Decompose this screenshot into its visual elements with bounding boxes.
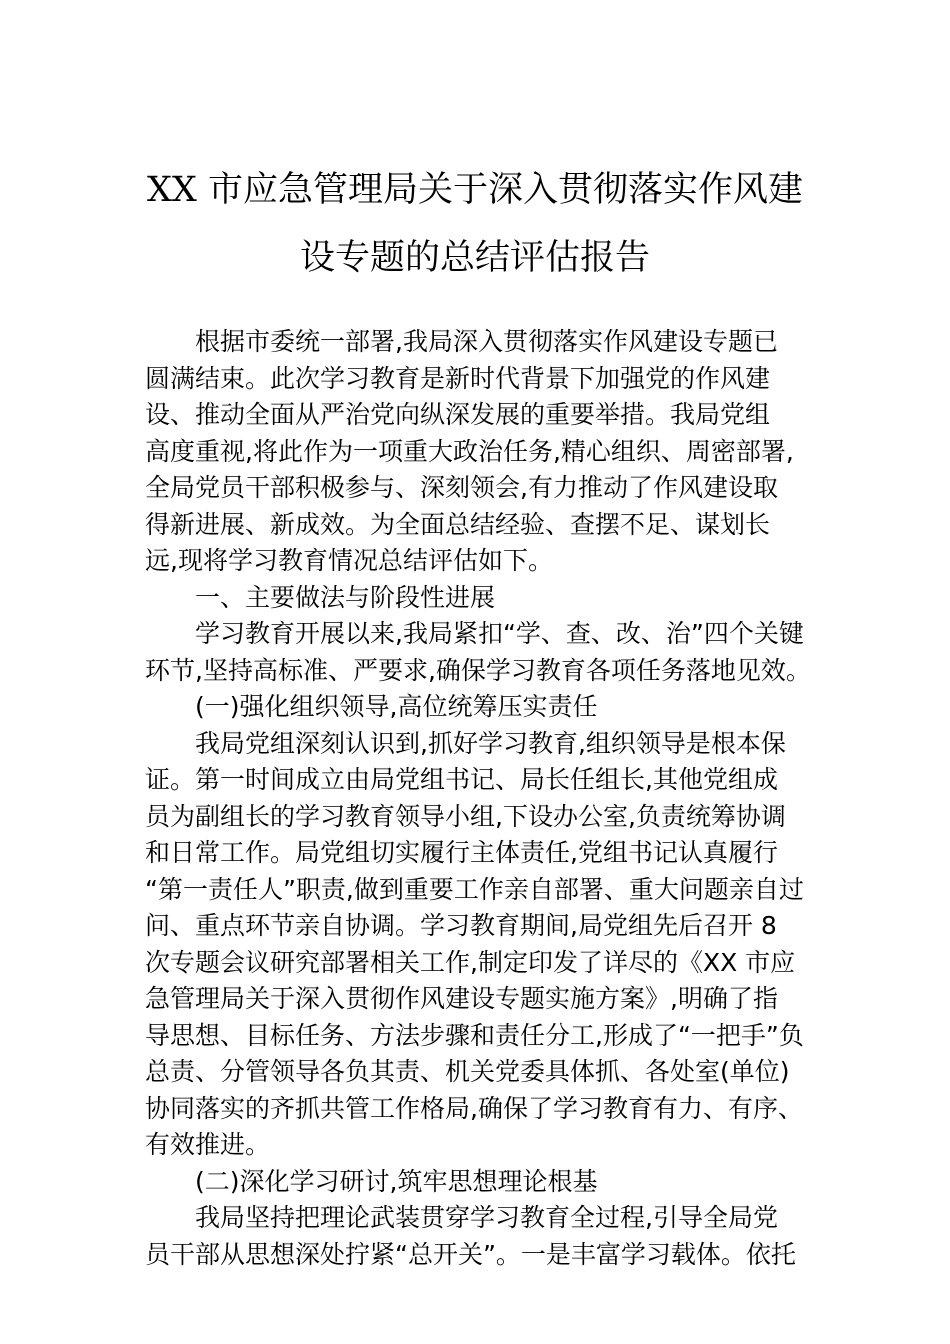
paragraph-line: 圆满结束。此次学习教育是新时代背景下加强党的作风建 <box>145 363 771 393</box>
paragraph-line: 次专题会议研究部署相关工作,制定印发了详尽的《XX 市应 <box>145 947 796 977</box>
paragraph-line: 急管理局关于深入贯彻作风建设专题实施方案》,明确了指 <box>145 984 778 1013</box>
paragraph-line: 我局党组深刻认识到,抓好学习教育,组织领导是根本保 <box>195 728 786 758</box>
document-body <box>145 324 815 1273</box>
document-title-line-1: XX 市应急管理局关于深入贯彻落实作风建 <box>147 170 803 210</box>
paragraph-line: 高度重视,将此作为一项重大政治任务,精心组织、周密部署, <box>145 436 794 466</box>
paragraph-line: 总责、分管领导各负其责、机关党委具体抓、各处室(单位) <box>145 1057 790 1086</box>
paragraph-line: 员干部从思想深处拧紧“总开关”。一是丰富学习载体。依托 <box>145 1239 796 1269</box>
paragraph-line: 和日常工作。局党组切实履行主体责任,党组书记认真履行 <box>145 838 778 867</box>
paragraph-line: 远,现将学习教育情况总结评估如下。 <box>145 546 553 575</box>
paragraph-line: 证。第一时间成立由局党组书记、局长任组长,其他党组成 <box>145 765 778 794</box>
subsection-heading: (一)强化组织领导,高位统筹压实责任 <box>195 692 598 721</box>
paragraph-line: 员为副组长的学习教育领导小组,下设办公室,负责统筹协调 <box>145 801 786 831</box>
paragraph-line: 全局党员干部积极参与、深刻领会,有力推动了作风建设取 <box>145 473 778 502</box>
paragraph-line: 得新进展、新成效。为全面总结经验、查摆不足、谋划长 <box>145 509 771 539</box>
paragraph-line: “第一责任人”职责,做到重要工作亲自部署、重大问题亲自过 <box>145 874 804 904</box>
section-heading: 一、主要做法与阶段性进展 <box>195 582 496 612</box>
subsection-heading: (二)深化学习研讨,筑牢思想理论根基 <box>195 1166 598 1196</box>
paragraph-line: 协同落实的齐抓共管工作格局,确保了学习教育有力、有序、 <box>145 1093 803 1123</box>
paragraph-line: 有效推进。 <box>145 1130 271 1159</box>
paragraph-line: 根据市委统一部署,我局深入贯彻落实作风建设专题已 <box>195 327 778 356</box>
paragraph-line: 环节,坚持高标准、严要求,确保学习教育各项任务落地见效。 <box>145 655 811 685</box>
document-title-line-2: 设专题的总结评估报告 <box>299 238 650 278</box>
paragraph-line: 问、重点环节亲自协调。学习教育期间,局党组先后召开 8 <box>145 911 777 940</box>
paragraph-line: 我局坚持把理论武装贯穿学习教育全过程,引导全局党 <box>195 1203 778 1232</box>
paragraph-line: 学习教育开展以来,我局紧扣“学、查、改、治”四个关键 <box>195 619 804 648</box>
paragraph-line: 导思想、目标任务、方法步骤和责任分工,形成了“一把手”负 <box>145 1020 804 1050</box>
paragraph-line: 设、推动全面从严治党向纵深发展的重要举措。我局党组 <box>145 400 771 429</box>
